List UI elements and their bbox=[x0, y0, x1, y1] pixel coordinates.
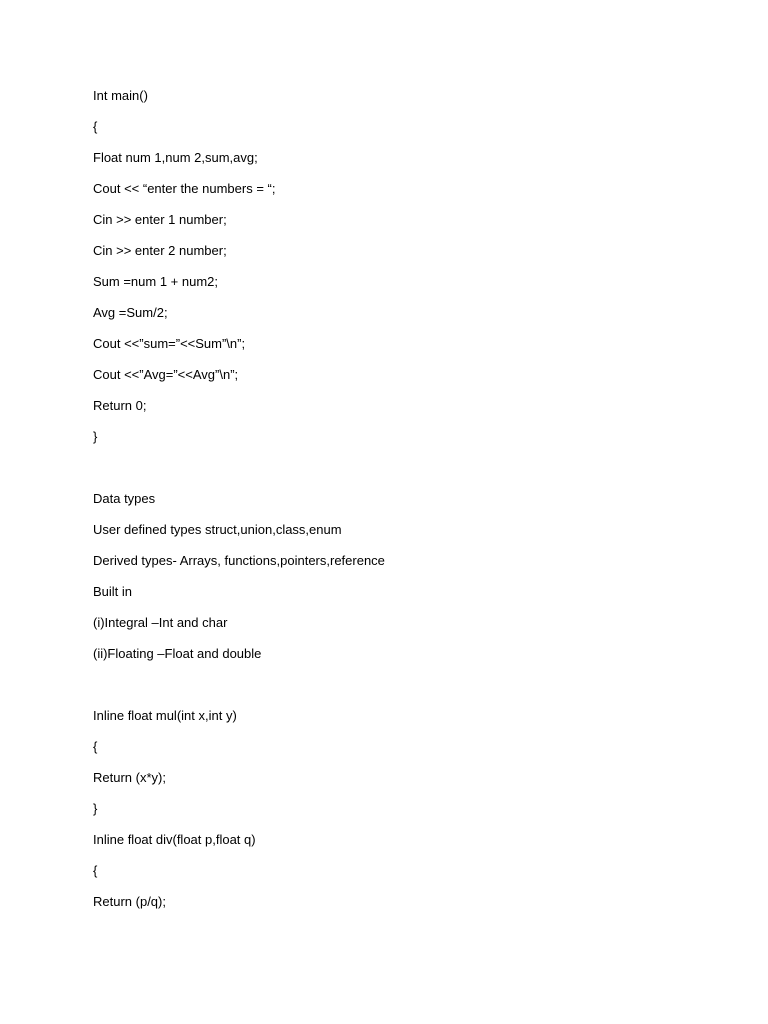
text-line: Cout <<”sum=”<<Sum”\n”; bbox=[93, 336, 246, 351]
text-line: Cout <<”Avg=”<<Avg”\n”; bbox=[93, 367, 239, 382]
text-line: Avg =Sum/2; bbox=[93, 305, 168, 320]
text-line: { bbox=[93, 739, 98, 754]
text-line: { bbox=[93, 119, 98, 134]
text-line: } bbox=[93, 429, 98, 444]
text-line: Derived types- Arrays, functions,pointers,reference bbox=[93, 553, 385, 568]
text-line: Return 0; bbox=[93, 398, 147, 413]
text-line: Cin >> enter 2 number; bbox=[93, 243, 227, 258]
text-line: Return (x*y); bbox=[93, 770, 166, 785]
text-line: Int main() bbox=[93, 88, 148, 103]
text-line: Cin >> enter 1 number; bbox=[93, 212, 227, 227]
text-line: { bbox=[93, 863, 98, 878]
text-line: (i)Integral –Int and char bbox=[93, 615, 228, 630]
text-line: (ii)Floating –Float and double bbox=[93, 646, 262, 661]
text-line: Cout << “enter the numbers = “; bbox=[93, 181, 276, 196]
text-line: Float num 1,num 2,sum,avg; bbox=[93, 150, 258, 165]
text-line: Inline float div(float p,float q) bbox=[93, 832, 256, 847]
text-line: } bbox=[93, 801, 98, 816]
text-line: User defined types struct,union,class,enum bbox=[93, 522, 342, 537]
text-line: Sum =num 1 + num2; bbox=[93, 274, 219, 289]
text-line: Return (p/q); bbox=[93, 894, 166, 909]
text-line: Inline float mul(int x,int y) bbox=[93, 708, 237, 723]
heading-data-types: Data types bbox=[93, 491, 156, 506]
text-line: Built in bbox=[93, 584, 133, 599]
